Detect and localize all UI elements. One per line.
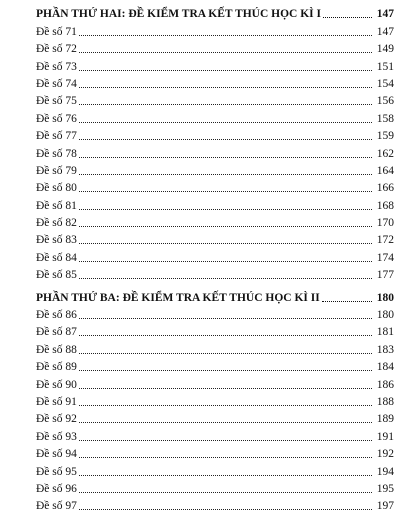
dot-leader [79,370,372,371]
dot-leader [79,318,372,319]
toc-entry[interactable] [36,265,394,282]
page-number: 180 [376,309,394,322]
dot-leader [79,509,372,510]
page-number: 177 [376,269,394,282]
dot-leader [79,475,372,476]
dot-leader [79,388,372,389]
entry-label: Đề số 77 [36,130,77,143]
toc-entry[interactable] [36,108,394,125]
dot-leader [79,122,372,123]
toc-entry[interactable] [36,305,394,322]
page-number: 183 [376,343,394,356]
dot-leader [79,226,372,227]
toc-entry[interactable] [36,213,394,230]
entry-label: Đề số 80 [36,182,77,195]
dot-leader [79,139,372,140]
toc-entry[interactable] [36,461,394,478]
toc-entry[interactable] [36,247,394,264]
dot-leader [79,405,372,406]
page-number: 151 [376,60,394,73]
dot-leader [79,104,372,105]
page-number: 195 [376,482,394,495]
page-number: 149 [376,43,394,56]
entry-label: Đề số 75 [36,95,77,108]
entry-label: Đề số 74 [36,77,77,90]
entry-label: Đề số 72 [36,43,77,56]
toc-section-part-two [36,4,394,282]
dot-leader [322,301,372,302]
dot-leader [79,52,372,53]
dot-leader [79,209,372,210]
entry-label: Đề số 83 [36,234,77,247]
toc-entry[interactable] [36,91,394,108]
entry-label: Đề số 78 [36,147,77,160]
page-number: 156 [376,95,394,108]
dot-leader [79,191,372,192]
toc-entry[interactable] [36,161,394,178]
entry-label: Đề số 76 [36,112,77,125]
page-number: 191 [376,430,394,443]
dot-leader [79,353,372,354]
toc-entry[interactable] [36,195,394,212]
toc-entry[interactable] [36,479,394,496]
entry-label: Đề số 89 [36,361,77,374]
entry-label: Đề số 87 [36,326,77,339]
dot-leader [79,157,372,158]
page-number: 159 [376,130,394,143]
page-number: 147 [376,8,394,21]
page-number: 184 [376,361,394,374]
page-number: 188 [376,395,394,408]
page-number: 158 [376,112,394,125]
toc-entry[interactable] [36,143,394,160]
dot-leader [79,35,372,36]
toc-entry[interactable] [36,322,394,339]
entry-label: Đề số 97 [36,500,77,513]
page-number: 166 [376,182,394,195]
toc-entry[interactable] [36,178,394,195]
toc-entry[interactable] [36,357,394,374]
entry-label: Đề số 85 [36,269,77,282]
entry-label: Đề số 88 [36,343,77,356]
toc-entry[interactable] [36,426,394,443]
section-title: PHẦN THỨ HAI: ĐỀ KIỂM TRA KẾT THÚC HỌC KÌ I [36,8,321,21]
dot-leader [79,87,372,88]
dot-leader [79,243,372,244]
entry-label: Đề số 90 [36,378,77,391]
dot-leader [79,440,372,441]
page-number: 174 [376,251,394,264]
toc-section-heading[interactable] [36,287,394,304]
toc-entry[interactable] [36,21,394,38]
toc-entry[interactable] [36,56,394,73]
entry-label: Đề số 96 [36,482,77,495]
dot-leader [79,261,372,262]
entry-label: Đề số 93 [36,430,77,443]
toc-entry[interactable] [36,392,394,409]
entry-label: Đề số 73 [36,60,77,73]
toc-section-part-three [36,287,394,513]
entry-label: Đề số 91 [36,395,77,408]
entry-label: Đề số 92 [36,413,77,426]
entry-label: Đề số 81 [36,199,77,212]
entry-label: Đề số 95 [36,465,77,478]
page-number: 162 [376,147,394,160]
toc-entry[interactable] [36,339,394,356]
dot-leader [79,174,372,175]
page-number: 147 [376,25,394,38]
dot-leader [79,422,372,423]
page-number: 168 [376,199,394,212]
toc-entry[interactable] [36,374,394,391]
dot-leader [79,457,372,458]
toc-section-heading[interactable] [36,4,394,21]
entry-label: Đề số 79 [36,164,77,177]
page-number: 186 [376,378,394,391]
entry-label: Đề số 86 [36,309,77,322]
entry-label: Đề số 71 [36,25,77,38]
dot-leader [79,278,372,279]
dot-leader [79,335,372,336]
table-of-contents [36,4,394,513]
toc-entry[interactable] [36,409,394,426]
page-number: 172 [376,234,394,247]
page-number: 194 [376,465,394,478]
page-number: 164 [376,164,394,177]
toc-entry[interactable] [36,74,394,91]
dot-leader [79,70,372,71]
toc-entry[interactable] [36,444,394,461]
page-number: 197 [376,500,394,513]
entry-label: Đề số 82 [36,217,77,230]
section-title: PHẦN THỨ BA: ĐỀ KIỂM TRA KẾT THÚC HỌC KÌ II [36,291,320,304]
entry-label: Đề số 94 [36,448,77,461]
toc-entry[interactable] [36,230,394,247]
page-number: 189 [376,413,394,426]
page-number: 180 [376,291,394,304]
page-number: 154 [376,77,394,90]
page-number: 192 [376,448,394,461]
dot-leader [323,17,372,18]
toc-entry[interactable] [36,496,394,513]
dot-leader [79,492,372,493]
toc-entry[interactable] [36,39,394,56]
page-number: 181 [376,326,394,339]
entry-label: Đề số 84 [36,251,77,264]
toc-entry[interactable] [36,126,394,143]
page-number: 170 [376,217,394,230]
